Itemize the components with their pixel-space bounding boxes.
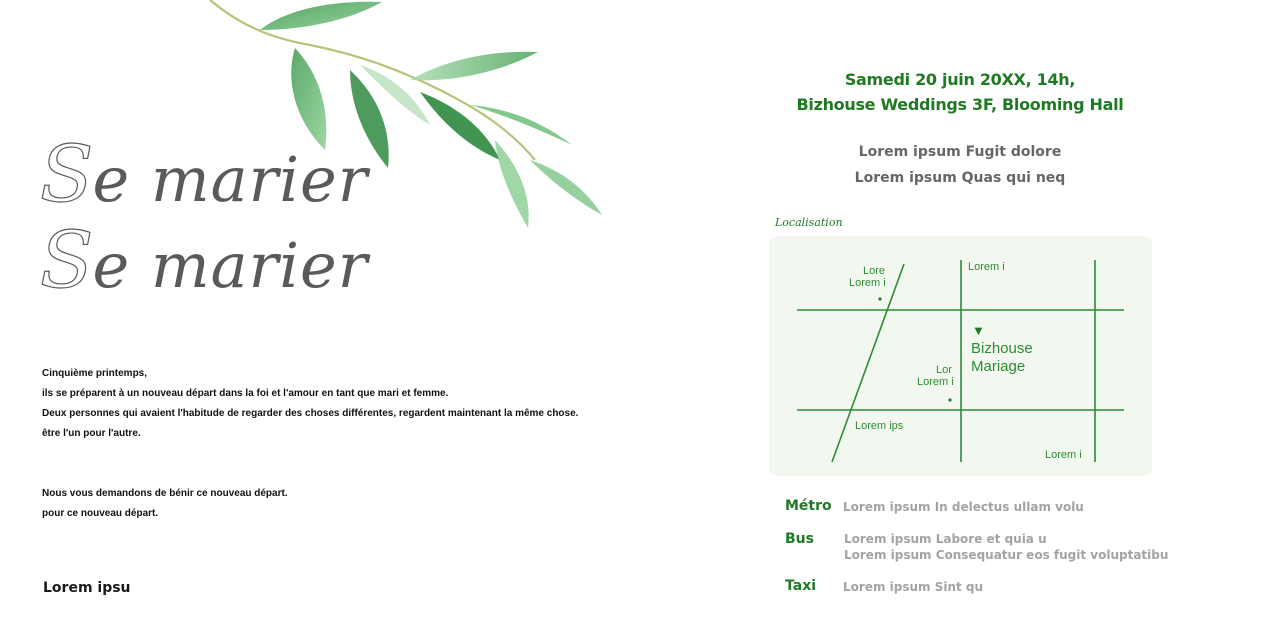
transport-text-metro: Lorem ipsum In delectus ullam volu [843, 500, 1084, 514]
event-date: Samedi 20 juin 20XX, 14h, [844, 70, 1076, 89]
script-title-first [40, 130, 368, 220]
transport-text-bus: Lorem ipsum Consequatur eos fugit voluptatibu [844, 548, 1169, 562]
map-streets [769, 236, 1152, 476]
map-label: Lorem i [968, 261, 1005, 273]
paragraph-line: Cinquième printemps, [42, 368, 148, 379]
title-capital: S [40, 130, 95, 220]
title-rest: e marier [92, 229, 369, 302]
paragraph-line: pour ce nouveau départ. [42, 508, 159, 519]
event-venue: Bizhouse Weddings 3F, Blooming Hall [796, 95, 1124, 114]
venue-marker-icon: ▼ [972, 323, 985, 338]
map-label: Lore [863, 265, 886, 277]
paragraph-line: Nous vous demandons de bénir ce nouveau départ. [42, 488, 288, 499]
map-label: Lorem i [917, 376, 954, 388]
transport-label-metro: Métro [785, 498, 832, 514]
transport-text-bus: Lorem ipsum Labore et quia u [844, 532, 1047, 546]
map-label: Lor [936, 364, 952, 376]
location-label: Localisation [775, 216, 843, 229]
map-venue-name [971, 340, 1033, 376]
venue-name-line: Bizhouse [971, 340, 1033, 357]
transport-text-taxi: Lorem ipsum Sint qu [843, 580, 984, 594]
paragraph-line: être l'un pour l'autre. [42, 428, 141, 439]
title-rest: e marier [92, 143, 369, 216]
script-title-second [40, 216, 368, 306]
map-label: Lorem i [849, 277, 886, 289]
location-map [769, 236, 1152, 476]
map-label: Lorem i [1045, 449, 1082, 461]
venue-name-line: Mariage [971, 358, 1026, 375]
map-label: Lorem ips [855, 420, 904, 432]
paragraph-line: Deux personnes qui avaient l'habitude de regarder des choses différentes, regardent maintenant la même chose. [42, 408, 579, 419]
event-detail-line: Lorem ipsum Quas qui neq [854, 170, 1066, 186]
event-detail-line: Lorem ipsum Fugit dolore [858, 144, 1062, 160]
footer-signature: Lorem ipsu [43, 580, 131, 596]
transport-label-bus: Bus [785, 531, 814, 547]
transport-label-taxi: Taxi [785, 578, 817, 594]
title-capital: S [40, 216, 95, 306]
paragraph-line: ils se préparent à un nouveau départ dans la foi et l'amour en tant que mari et femme. [42, 388, 449, 399]
